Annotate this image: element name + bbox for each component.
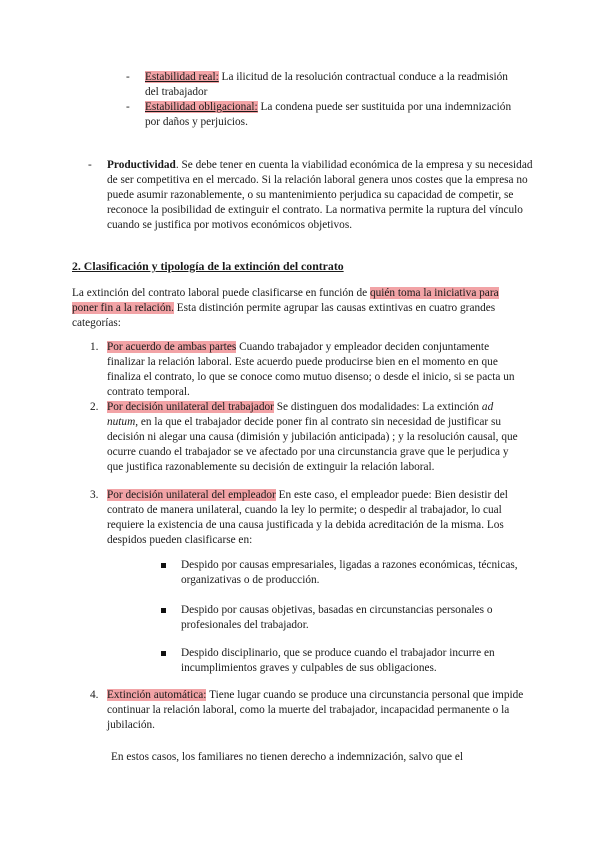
- term-productividad: Productividad: [107, 159, 176, 171]
- list-item-text: [107, 400, 527, 475]
- list-number: 3.: [90, 489, 99, 501]
- list-term: Por decisión unilateral del empleador: [107, 489, 276, 501]
- square-bullet-icon: [161, 608, 166, 613]
- list-item-text: [107, 340, 527, 400]
- list-body: Se distinguen dos modalidades: La extinción: [273, 401, 482, 413]
- list-item-2: [90, 400, 527, 475]
- list-number: 1.: [90, 341, 99, 353]
- intro-highlight: quién toma la iniciativa para poner fin a la relación.: [72, 287, 499, 314]
- list-number: 4.: [90, 689, 99, 701]
- dash-item-body: La ilicitud de la resolución contractual conduce a la readmisión del trabajador: [145, 71, 508, 98]
- despido-item-1: [181, 558, 521, 588]
- dash-item-estabilidad-real: [126, 70, 515, 100]
- productividad-body: . Se debe tener en cuenta la viabilidad económica de la empresa y su necesidad de ser competitiva en el mercado. Si la relación laboral genera unos costes que la empresa no puede asumir razonablemente, o su mantenimiento perjudica su capacidad de competir, se reconoce la posibilidad de extinguir el contrato. La normativa permite la ruptura del vínculo cuando se justifica por motivos económicos objetivos.: [107, 159, 533, 231]
- productividad-item: [88, 158, 537, 233]
- list-body: Tiene lugar cuando se produce una circunstancia personal que impide continuar la relación laboral, como la muerte del trabajador, incapacidad permanente o la jubilación.: [107, 689, 524, 731]
- list-number: 2.: [90, 401, 99, 413]
- despido-text: Despido por causas objetivas, basadas en circunstancias personales o profesionales del trabajador.: [181, 604, 493, 631]
- dash-marker: -: [88, 159, 92, 171]
- intro-before: La extinción del contrato laboral puede clasificarse en función de: [72, 287, 370, 299]
- term-estabilidad-obligacional: Estabilidad obligacional:: [145, 101, 258, 113]
- dash-marker: -: [126, 101, 130, 113]
- despido-text: Despido disciplinario, que se produce cuando el trabajador incurre en incumplimientos graves y culpables de sus obligaciones.: [181, 647, 495, 674]
- list-italic: ad nutum: [107, 401, 494, 428]
- list-body-cont: , en la que el trabajador decide poner fin al contrato sin necesidad de justificar su decisión ni alegar una causa (dimisión y jubilación anticipada) ; y la resolución causal, que ocurre cuando el trabajador se ve afectado por una circunstancia grave que le perjudica y que justifica razonablemente su decisión de extinguir la relación laboral.: [107, 416, 518, 473]
- section-heading: 2. Clasificación y tipología de la extinción del contrato: [72, 259, 344, 273]
- list-term: Por decisión unilateral del trabajador: [107, 401, 274, 413]
- dash-marker: -: [126, 71, 130, 83]
- square-bullet-icon: [161, 563, 166, 568]
- term-estabilidad-real: Estabilidad real:: [145, 71, 219, 83]
- despido-text: Despido por causas empresariales, ligadas a razones económicas, técnicas, organizativas o de producción.: [181, 559, 518, 586]
- despido-item-2: [181, 603, 521, 633]
- dash-item-text: [145, 100, 515, 130]
- list-item-text: [107, 688, 527, 733]
- list-item-1: [90, 340, 527, 400]
- dash-item-text: [145, 70, 515, 100]
- list-item-3: [90, 488, 527, 548]
- list-body: En este caso, el empleador puede: Bien desistir del contrato de manera unilateral, cuando la ley lo permite; o despedir al trabajador, lo cual requiere la existencia de una causa justificada y la debida acreditación de la misma. Los despidos pueden clasificarse en:: [107, 489, 508, 546]
- intro-paragraph: [72, 286, 522, 331]
- productividad-text: [107, 158, 537, 233]
- intro-after: Esta distinción permite agrupar las causas extintivas en cuatro grandes categorías:: [72, 302, 496, 329]
- list-item-4: [90, 688, 527, 733]
- list-body: Cuando trabajador y empleador deciden conjuntamente finalizar la relación laboral. Este acuerdo puede producirse bien en el momento en que finaliza el contrato, lo que se conoce como mutuo disenso; o desde el inicio, si se pacta un contrato temporal.: [107, 341, 515, 398]
- list-term: Por acuerdo de ambas partes: [107, 341, 237, 353]
- dash-item-body: La condena puede ser sustituida por una indemnización por daños y perjuicios.: [145, 101, 512, 128]
- dash-item-estabilidad-obligacional: [126, 100, 515, 130]
- despido-item-3: [181, 646, 521, 676]
- closing-paragraph: En estos casos, los familiares no tienen derecho a indemnización, salvo que el: [111, 751, 463, 763]
- list-term: Extinción automática:: [107, 689, 207, 701]
- list-item-text: [107, 488, 527, 548]
- square-bullet-icon: [161, 651, 166, 656]
